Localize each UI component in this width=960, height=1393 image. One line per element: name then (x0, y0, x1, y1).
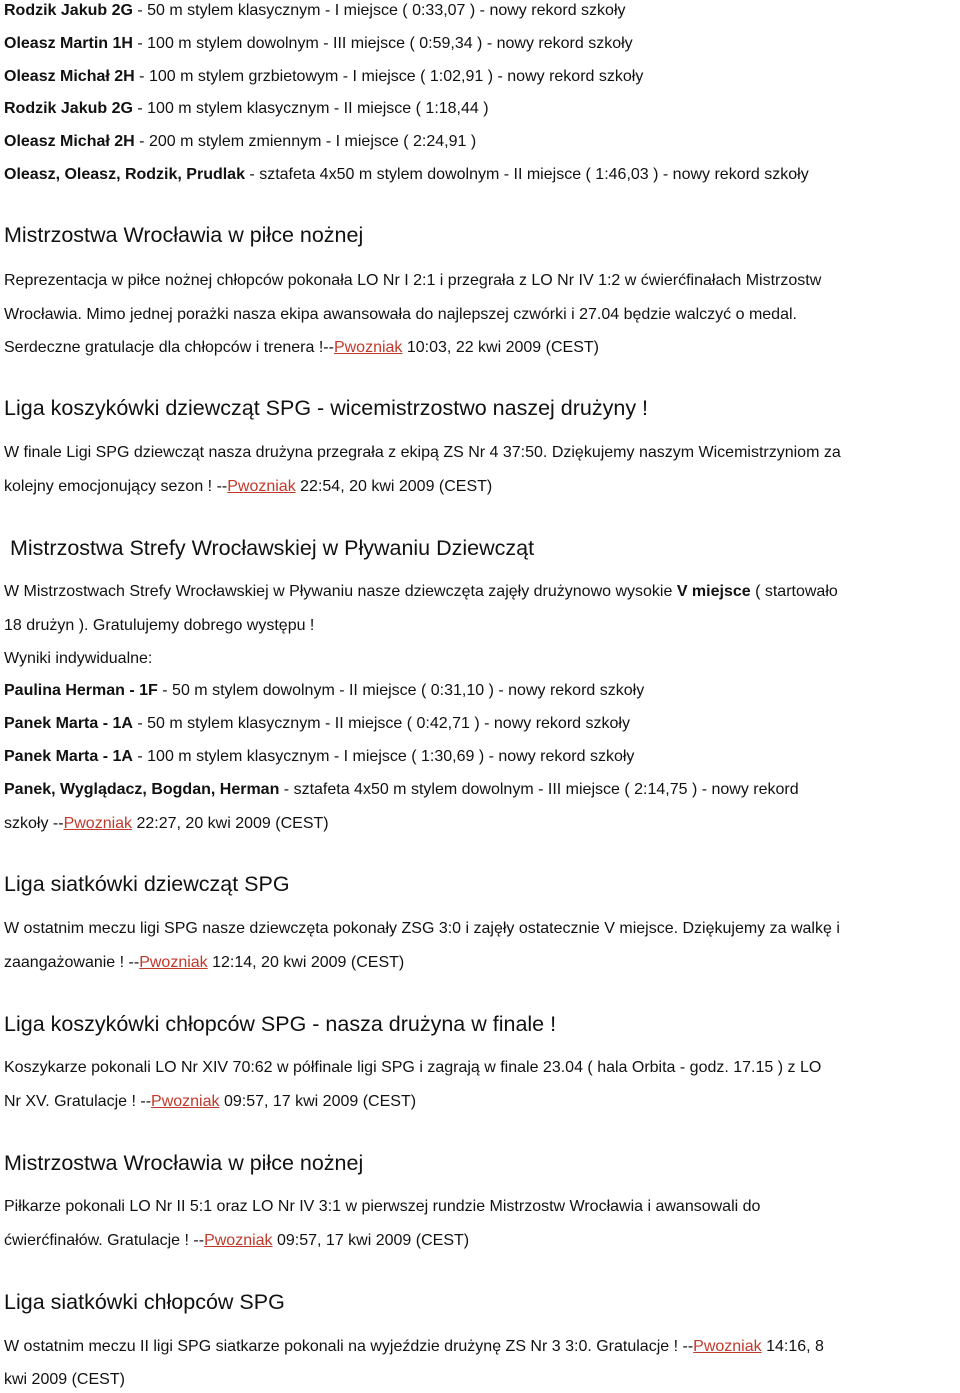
timestamp: 09:57, 17 kwi 2009 (CEST) (272, 1232, 470, 1249)
news-title: Mistrzostwa Wrocławia w piłce nożnej (4, 223, 364, 247)
result-line: Panek Marta - 1A - 100 m stylem klasycznym - I miejsce ( 1:30,69 ) - nowy rekord szkoły (4, 748, 635, 765)
result-line: Oleasz Martin 1H - 100 m stylem dowolnym - III miejsce ( 0:59,34 ) - nowy rekord szkoły (4, 35, 633, 52)
news-title: Liga siatkówki dziewcząt SPG (4, 872, 290, 896)
news-title: Mistrzostwa Wrocławia w piłce nożnej (4, 1151, 364, 1175)
author-link[interactable]: Pwozniak (333, 339, 403, 356)
author-link[interactable]: Pwozniak (151, 1093, 220, 1110)
news-text: Wrocławia. Mimo jednej porażki nasza ekipa awansowała do najlepszej czwórki i 27.04 będzie walczyć o medal. (4, 306, 797, 323)
result-line: Oleasz, Oleasz, Rodzik, Prudlak - sztafeta 4x50 m stylem dowolnym - II miejsce ( 1:46,03 ) - nowy rekord szkoły (4, 166, 809, 183)
result-line: Paulina Herman - 1F - 50 m stylem dowolnym - II miejsce ( 0:31,10 ) - nowy rekord szkoły (4, 682, 645, 699)
news-title: Mistrzostwa Strefy Wrocławskiej w Pływaniu Dziewcząt (10, 536, 535, 560)
news-text: W ostatnim meczu ligi SPG nasze dziewczęta pokonały ZSG 3:0 i zajęły ostatecznie V miejsce. Dziękujemy za walkę i (4, 920, 840, 937)
news-text: kwi 2009 (CEST) (4, 1371, 125, 1388)
news-text: W finale Ligi SPG dziewcząt nasza drużyna przegrała z ekipą ZS Nr 4 37:50. Dziękujemy naszym Wicemistrzyniom za (4, 444, 841, 461)
news-text: 18 drużyn ). Gratulujemy dobrego występu ! (4, 617, 315, 634)
result-line: Oleasz Michał 2H - 100 m stylem grzbietowym - I miejsce ( 1:02,91 ) - nowy rekord szkoły (4, 68, 644, 85)
news-text: Koszykarze pokonali LO Nr XIV 70:62 w półfinale ligi SPG i zagrają w finale 23.04 ( hala Orbita - godz. 17.15 ) z LO (4, 1059, 822, 1076)
news-text: kolejny emocjonujący sezon ! --Pwozniak 22:54, 20 kwi 2009 (CEST) (4, 478, 493, 495)
timestamp: 22:27, 20 kwi 2009 (CEST) (132, 815, 329, 832)
news-text: W ostatnim meczu II ligi SPG siatkarze pokonali na wyjeździe drużynę ZS Nr 3 3:0. Gratulacje ! --Pwozniak 14:16, 8 (4, 1338, 824, 1355)
news-title: Liga siatkówki chłopców SPG (4, 1290, 285, 1314)
timestamp: 09:57, 17 kwi 2009 (CEST) (219, 1093, 417, 1110)
result-line: Rodzik Jakub 2G - 100 m stylem klasycznym - II miejsce ( 1:18,44 ) (4, 100, 489, 117)
timestamp: 14:16, 8 (761, 1338, 824, 1355)
news-text: Piłkarze pokonali LO Nr II 5:1 oraz LO Nr IV 3:1 w pierwszej rundzie Mistrzostw Wrocławia i awansowali do (4, 1198, 761, 1215)
news-text: szkoły --Pwozniak 22:27, 20 kwi 2009 (CEST) (4, 815, 329, 832)
author-link[interactable]: Pwozniak (63, 815, 133, 832)
result-line: Panek, Wyglądacz, Bogdan, Herman - sztafeta 4x50 m stylem dowolnym - III miejsce ( 2:14,75 ) - nowy rekord (4, 781, 799, 798)
result-line: Panek Marta - 1A - 50 m stylem klasycznym - II miejsce ( 0:42,71 ) - nowy rekord szkoły (4, 715, 630, 732)
author-link[interactable]: Pwozniak (693, 1338, 762, 1355)
author-link[interactable]: Pwozniak (227, 478, 296, 495)
author-link[interactable]: Pwozniak (204, 1232, 273, 1249)
timestamp: 22:54, 20 kwi 2009 (CEST) (295, 478, 493, 495)
news-text: Reprezentacja w piłce nożnej chłopców pokonała LO Nr I 2:1 i przegrała z LO Nr IV 1:2 w ćwierćfinałach Mistrzostw (4, 272, 822, 289)
result-line: Oleasz Michał 2H - 200 m stylem zmiennym - I miejsce ( 2:24,91 ) (4, 133, 477, 150)
news-text: zaangażowanie ! --Pwozniak 12:14, 20 kwi 2009 (CEST) (4, 954, 405, 971)
news-text: Serdeczne gratulacje dla chłopców i trenera !--Pwozniak 10:03, 22 kwi 2009 (CEST) (4, 339, 599, 356)
news-text: W Mistrzostwach Strefy Wrocławskiej w Pływaniu nasze dziewczęta zajęły drużynowo wysokie V miejsce ( startowało (4, 583, 838, 600)
news-text: Nr XV. Gratulacje ! --Pwozniak 09:57, 17 kwi 2009 (CEST) (4, 1093, 417, 1110)
result-line: Rodzik Jakub 2G - 50 m stylem klasycznym - I miejsce ( 0:33,07 ) - nowy rekord szkoły (4, 2, 626, 19)
timestamp: 12:14, 20 kwi 2009 (CEST) (207, 954, 405, 971)
news-title: Liga koszykówki dziewcząt SPG - wicemistrzostwo naszej drużyny ! (4, 396, 649, 420)
timestamp: 10:03, 22 kwi 2009 (CEST) (402, 339, 599, 356)
news-text: ćwierćfinałów. Gratulacje ! --Pwozniak 09:57, 17 kwi 2009 (CEST) (4, 1232, 470, 1249)
author-link[interactable]: Pwozniak (139, 954, 208, 971)
news-subheading: Wyniki indywidualne: (4, 650, 153, 667)
news-title: Liga koszykówki chłopców SPG - nasza drużyna w finale ! (4, 1012, 557, 1036)
